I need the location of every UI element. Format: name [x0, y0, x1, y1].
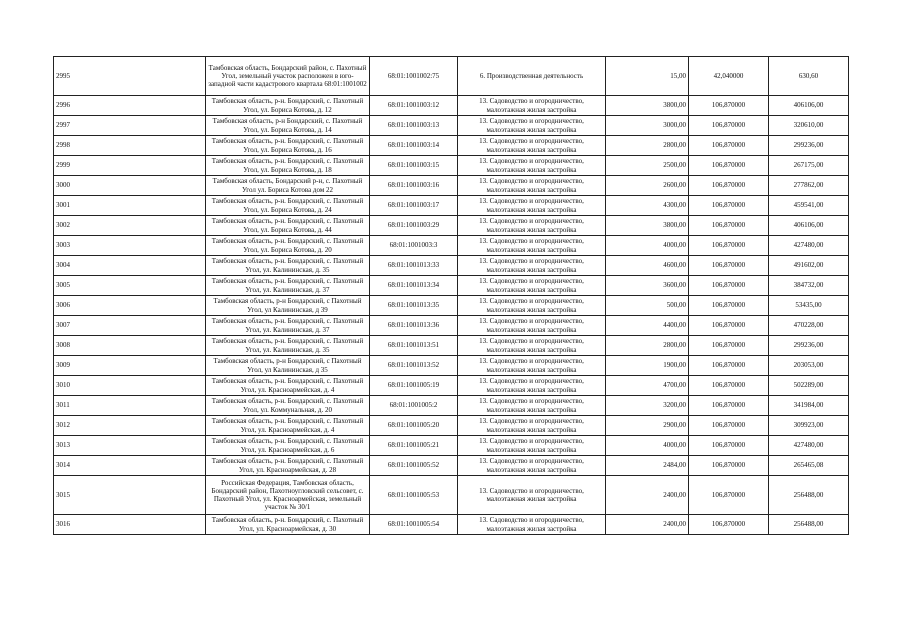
address-cell: Тамбовская область, р-н. Бондарский, с. Пахотный Угол, ул. Калининская, д. 37 [206, 316, 370, 336]
rate-cell: 106,870000 [689, 456, 769, 476]
rate-cell: 106,870000 [689, 276, 769, 296]
rate-cell: 106,870000 [689, 176, 769, 196]
address-cell: Тамбовская область, р-н. Бондарский, с. Пахотный Угол, ул. Коммунальная, д. 20 [206, 396, 370, 416]
land-use-cell: 13. Садоводство и огородничество, малоэтажная жилая застройка [458, 116, 606, 136]
land-use-cell: 13. Садоводство и огородничество, малоэтажная жилая застройка [458, 156, 606, 176]
land-valuation-table [53, 56, 849, 535]
cadastral-number-cell: 68:01:1001005:52 [370, 456, 458, 476]
table-row [54, 456, 849, 476]
rate-cell: 106,870000 [689, 156, 769, 176]
cadastral-value-cell: 277862,00 [769, 176, 849, 196]
row-number: 2996 [54, 96, 206, 116]
address-cell: Тамбовская область, р-н. Бондарский, с. Пахотный Угол, ул. Бориса Котова, д. 44 [206, 216, 370, 236]
cadastral-number-cell: 68:01:1001005:53 [370, 476, 458, 515]
cadastral-value-cell: 341984,00 [769, 396, 849, 416]
cadastral-value-cell: 256488,00 [769, 515, 849, 535]
cadastral-number-cell: 68:01:1001003:17 [370, 196, 458, 216]
address-cell: Тамбовская область, Бондарский район, с. Пахотный Угол, земельный участок расположен в юго-западной части кадастрового квартала 68:01:1001002 [206, 57, 370, 96]
area-cell: 2400,00 [606, 515, 689, 535]
land-use-cell: 13. Садоводство и огородничество, малоэтажная жилая застройка [458, 136, 606, 156]
row-number: 3008 [54, 336, 206, 356]
cadastral-number-cell: 68:01:1001003:15 [370, 156, 458, 176]
cadastral-number-cell: 68:01:1001013:35 [370, 296, 458, 316]
area-cell: 2400,00 [606, 476, 689, 515]
cadastral-number-cell: 68:01:1001002:75 [370, 57, 458, 96]
table-row [54, 336, 849, 356]
address-cell: Тамбовская область, р-н. Бондарский, с. Пахотный Угол, ул. Бориса Котова, д. 24 [206, 196, 370, 216]
rate-cell: 106,870000 [689, 416, 769, 436]
land-use-cell: 13. Садоводство и огородничество, малоэтажная жилая застройка [458, 376, 606, 396]
cadastral-value-cell: 265465,08 [769, 456, 849, 476]
row-number: 2998 [54, 136, 206, 156]
address-cell: Российская Федерация, Тамбовская область, Бондарский район, Пахотноугловский сельсовет, с. Пахотный Угол, ул. Красноармейская, земельный участок № 30/1 [206, 476, 370, 515]
cadastral-number-cell: 68:01:1001003:3 [370, 236, 458, 256]
cadastral-value-cell: 299236,00 [769, 336, 849, 356]
land-use-cell: 13. Садоводство и огородничество, малоэтажная жилая застройка [458, 456, 606, 476]
area-cell: 2800,00 [606, 136, 689, 156]
cadastral-value-cell: 53435,00 [769, 296, 849, 316]
table-row [54, 376, 849, 396]
cadastral-number-cell: 68:01:1001003:16 [370, 176, 458, 196]
table-row [54, 316, 849, 336]
land-use-cell: 13. Садоводство и огородничество, малоэтажная жилая застройка [458, 96, 606, 116]
table-row [54, 156, 849, 176]
row-number: 3016 [54, 515, 206, 535]
area-cell: 4000,00 [606, 436, 689, 456]
cadastral-number-cell: 68:01:1001005:54 [370, 515, 458, 535]
table-row [54, 57, 849, 96]
row-number: 3002 [54, 216, 206, 236]
address-cell: Тамбовская область, р-н. Бондарский, с. Пахотный Угол, ул. Калининская, д. 37 [206, 276, 370, 296]
cadastral-number-cell: 68:01:1001003:12 [370, 96, 458, 116]
cadastral-number-cell: 68:01:1001013:52 [370, 356, 458, 376]
area-cell: 3800,00 [606, 96, 689, 116]
cadastral-value-cell: 427480,00 [769, 236, 849, 256]
rate-cell: 106,870000 [689, 436, 769, 456]
land-use-cell: 13. Садоводство и огородничество, малоэтажная жилая застройка [458, 296, 606, 316]
cadastral-number-cell: 68:01:1001013:51 [370, 336, 458, 356]
area-cell: 2600,00 [606, 176, 689, 196]
address-cell: Тамбовская область, р-н. Бондарский, с. Пахотный Угол, ул. Бориса Котова, д. 18 [206, 156, 370, 176]
area-cell: 15,00 [606, 57, 689, 96]
cadastral-number-cell: 68:01:1001003:13 [370, 116, 458, 136]
row-number: 2997 [54, 116, 206, 136]
cadastral-value-cell: 203053,00 [769, 356, 849, 376]
table-row [54, 296, 849, 316]
row-number: 3004 [54, 256, 206, 276]
area-cell: 2500,00 [606, 156, 689, 176]
area-cell: 2800,00 [606, 336, 689, 356]
area-cell: 3600,00 [606, 276, 689, 296]
table-body [54, 57, 849, 535]
address-cell: Тамбовская область, р-н Бондарский, с Пахотный Угол, ул Калининская, д 35 [206, 356, 370, 376]
area-cell: 2484,00 [606, 456, 689, 476]
area-cell: 4700,00 [606, 376, 689, 396]
land-use-cell: 6. Производственная деятельность [458, 57, 606, 96]
table-row [54, 136, 849, 156]
rate-cell: 42,040000 [689, 57, 769, 96]
area-cell: 4000,00 [606, 236, 689, 256]
land-use-cell: 13. Садоводство и огородничество, малоэтажная жилая застройка [458, 256, 606, 276]
address-cell: Тамбовская область, р-н. Бондарский, с. Пахотный Угол, ул. Бориса Котова, д. 12 [206, 96, 370, 116]
table-row [54, 196, 849, 216]
address-cell: Тамбовская область, р-н. Бондарский, с. Пахотный Угол, ул. Бориса Котова, д. 20 [206, 236, 370, 256]
rate-cell: 106,870000 [689, 296, 769, 316]
table-row [54, 476, 849, 515]
cadastral-number-cell: 68:01:1001005:2 [370, 396, 458, 416]
row-number: 3009 [54, 356, 206, 376]
row-number: 3015 [54, 476, 206, 515]
cadastral-value-cell: 384732,00 [769, 276, 849, 296]
land-use-cell: 13. Садоводство и огородничество, малоэтажная жилая застройка [458, 396, 606, 416]
area-cell: 500,00 [606, 296, 689, 316]
table-row [54, 356, 849, 376]
table-row [54, 416, 849, 436]
cadastral-number-cell: 68:01:1001003:14 [370, 136, 458, 156]
row-number: 3005 [54, 276, 206, 296]
area-cell: 4300,00 [606, 196, 689, 216]
address-cell: Тамбовская область, р-н. Бондарский, с. Пахотный Угол, ул. Красноармейская, д. 6 [206, 436, 370, 456]
land-use-cell: 13. Садоводство и огородничество, малоэтажная жилая застройка [458, 196, 606, 216]
rate-cell: 106,870000 [689, 236, 769, 256]
rate-cell: 106,870000 [689, 136, 769, 156]
cadastral-value-cell: 502289,00 [769, 376, 849, 396]
row-number: 3010 [54, 376, 206, 396]
area-cell: 1900,00 [606, 356, 689, 376]
land-use-cell: 13. Садоводство и огородничество, малоэтажная жилая застройка [458, 476, 606, 515]
area-cell: 3200,00 [606, 396, 689, 416]
land-use-cell: 13. Садоводство и огородничество, малоэтажная жилая застройка [458, 356, 606, 376]
cadastral-value-cell: 491602,00 [769, 256, 849, 276]
address-cell: Тамбовская область, р-н. Бондарский, с. Пахотный Угол, ул. Калининская, д. 35 [206, 256, 370, 276]
address-cell: Тамбовская область, р-н. Бондарский, с. Пахотный Угол, ул. Красноармейская, д. 4 [206, 416, 370, 436]
row-number: 2999 [54, 156, 206, 176]
rate-cell: 106,870000 [689, 116, 769, 136]
land-use-cell: 13. Садоводство и огородничество, малоэтажная жилая застройка [458, 176, 606, 196]
row-number: 2995 [54, 57, 206, 96]
land-use-cell: 13. Садоводство и огородничество, малоэтажная жилая застройка [458, 336, 606, 356]
address-cell: Тамбовская область, р-н. Бондарский, с. Пахотный Угол, ул. Красноармейская, д. 30 [206, 515, 370, 535]
row-number: 3003 [54, 236, 206, 256]
area-cell: 4400,00 [606, 316, 689, 336]
rate-cell: 106,870000 [689, 256, 769, 276]
land-use-cell: 13. Садоводство и огородничество, малоэтажная жилая застройка [458, 515, 606, 535]
rate-cell: 106,870000 [689, 515, 769, 535]
cadastral-value-cell: 459541,00 [769, 196, 849, 216]
row-number: 3006 [54, 296, 206, 316]
row-number: 3011 [54, 396, 206, 416]
cadastral-value-cell: 470228,00 [769, 316, 849, 336]
row-number: 3013 [54, 436, 206, 456]
row-number: 3001 [54, 196, 206, 216]
area-cell: 4600,00 [606, 256, 689, 276]
address-cell: Тамбовская область, р-н. Бондарский, с. Пахотный Угол, ул. Калининская, д. 35 [206, 336, 370, 356]
table-row [54, 216, 849, 236]
table-row [54, 515, 849, 535]
address-cell: Тамбовская область, р-н. Бондарский, с. Пахотный Угол, ул. Бориса Котова, д. 16 [206, 136, 370, 156]
row-number: 3014 [54, 456, 206, 476]
rate-cell: 106,870000 [689, 196, 769, 216]
rate-cell: 106,870000 [689, 356, 769, 376]
cadastral-value-cell: 406106,00 [769, 216, 849, 236]
rate-cell: 106,870000 [689, 316, 769, 336]
rate-cell: 106,870000 [689, 336, 769, 356]
table-row [54, 236, 849, 256]
cadastral-value-cell: 427480,00 [769, 436, 849, 456]
table-row [54, 256, 849, 276]
rate-cell: 106,870000 [689, 216, 769, 236]
rate-cell: 106,870000 [689, 96, 769, 116]
area-cell: 3000,00 [606, 116, 689, 136]
area-cell: 3800,00 [606, 216, 689, 236]
land-use-cell: 13. Садоводство и огородничество, малоэтажная жилая застройка [458, 236, 606, 256]
land-use-cell: 13. Садоводство и огородничество, малоэтажная жилая застройка [458, 276, 606, 296]
rate-cell: 106,870000 [689, 396, 769, 416]
table-row [54, 96, 849, 116]
cadastral-value-cell: 320610,00 [769, 116, 849, 136]
table-row [54, 116, 849, 136]
land-use-cell: 13. Садоводство и огородничество, малоэтажная жилая застройка [458, 216, 606, 236]
row-number: 3012 [54, 416, 206, 436]
address-cell: Тамбовская область, р-н. Бондарский, с. Пахотный Угол, ул. Красноармейская, д. 4 [206, 376, 370, 396]
cadastral-value-cell: 630,60 [769, 57, 849, 96]
cadastral-number-cell: 68:01:1001013:34 [370, 276, 458, 296]
address-cell: Тамбовская область, Бондарский р-н, с. Пахотный Угол ул. Бориса Котова дом 22 [206, 176, 370, 196]
cadastral-value-cell: 309923,00 [769, 416, 849, 436]
table-row [54, 396, 849, 416]
land-use-cell: 13. Садоводство и огородничество, малоэтажная жилая застройка [458, 416, 606, 436]
cadastral-number-cell: 68:01:1001005:21 [370, 436, 458, 456]
table-row [54, 276, 849, 296]
cadastral-value-cell: 256488,00 [769, 476, 849, 515]
rate-cell: 106,870000 [689, 376, 769, 396]
land-use-cell: 13. Садоводство и огородничество, малоэтажная жилая застройка [458, 436, 606, 456]
cadastral-value-cell: 299236,00 [769, 136, 849, 156]
table-row [54, 176, 849, 196]
table-row [54, 436, 849, 456]
row-number: 3000 [54, 176, 206, 196]
cadastral-number-cell: 68:01:1001003:29 [370, 216, 458, 236]
cadastral-value-cell: 267175,00 [769, 156, 849, 176]
cadastral-number-cell: 68:01:1001013:33 [370, 256, 458, 276]
cadastral-number-cell: 68:01:1001005:20 [370, 416, 458, 436]
address-cell: Тамбовская область, р-н. Бондарский, с. Пахотный Угол, ул. Красноармейская, д. 28 [206, 456, 370, 476]
address-cell: Тамбовская область, р-н Бондарский, с Пахотный Угол, ул Калининская, д 39 [206, 296, 370, 316]
cadastral-value-cell: 406106,00 [769, 96, 849, 116]
rate-cell: 106,870000 [689, 476, 769, 515]
address-cell: Тамбовская область, р-н Бондарский, с. Пахотный Угол, ул. Бориса Котова, д. 14 [206, 116, 370, 136]
row-number: 3007 [54, 316, 206, 336]
cadastral-number-cell: 68:01:1001005:19 [370, 376, 458, 396]
land-use-cell: 13. Садоводство и огородничество, малоэтажная жилая застройка [458, 316, 606, 336]
cadastral-number-cell: 68:01:1001013:36 [370, 316, 458, 336]
area-cell: 2900,00 [606, 416, 689, 436]
